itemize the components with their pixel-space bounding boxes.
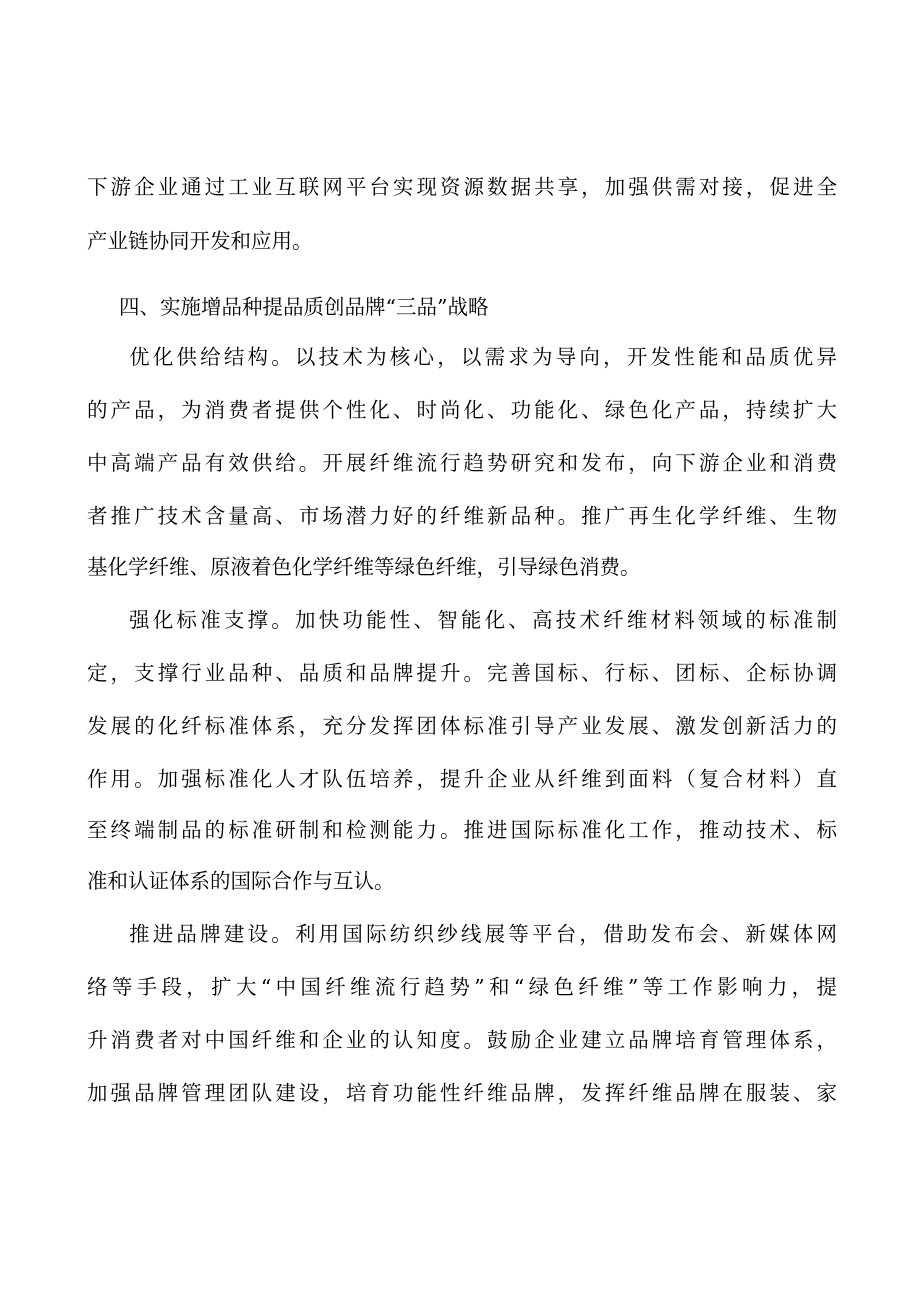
paragraph-line: 者推广技术含量高、市场潜力好的纤维新品种。推广再生化学纤维、生物 [87,504,837,528]
paragraph-line: 基化学纤维、原液着色化学纤维等绿色纤维，引导绿色消费。 [87,555,641,579]
paragraph-line: 中高端产品有效供给。开展纤维流行趋势研究和发布，向下游企业和消费 [87,451,837,475]
paragraph-line: 加强品牌管理团队建设，培育功能性纤维品牌，发挥纤维品牌在服装、家 [87,1081,837,1105]
section-heading: 四、实施增品种提品质创品牌“三品”战略 [119,295,489,319]
paragraph-line: 产业链协同开发和应用。 [87,229,313,253]
paragraph-line: 升消费者对中国纤维和企业的认知度。鼓励企业建立品牌培育管理体系， [87,1028,837,1052]
paragraph-line: 强化标准支撑。加快功能性、智能化、高技术纤维材料领域的标准制 [129,608,837,632]
paragraph-line: 下游企业通过工业互联网平台实现资源数据共享，加强供需对接，促进全 [87,175,837,199]
paragraph-line: 络等手段，扩大“中国纤维流行趋势”和“绿色纤维”等工作影响力，提 [87,975,837,999]
paragraph-line: 优化供给结构。以技术为核心，以需求为导向，开发性能和品质优异 [129,345,837,369]
paragraph-line: 准和认证体系的国际合作与互认。 [87,869,395,893]
paragraph-line: 至终端制品的标准研制和检测能力。推进国际标准化工作，推动技术、标 [87,818,837,842]
paragraph-line: 作用。加强标准化人才队伍培养，提升企业从纤维到面料（复合材料）直 [87,767,837,791]
paragraph-line: 发展的化纤标准体系，充分发挥团体标准引导产业发展、激发创新活力的 [87,714,837,738]
paragraph-line: 定，支撑行业品种、品质和品牌提升。完善国标、行标、团标、企标协调 [87,661,837,685]
paragraph-line: 的产品，为消费者提供个性化、时尚化、功能化、绿色化产品，持续扩大 [87,398,837,422]
paragraph-line: 推进品牌建设。利用国际纺织纱线展等平台，借助发布会、新媒体网 [129,922,837,946]
